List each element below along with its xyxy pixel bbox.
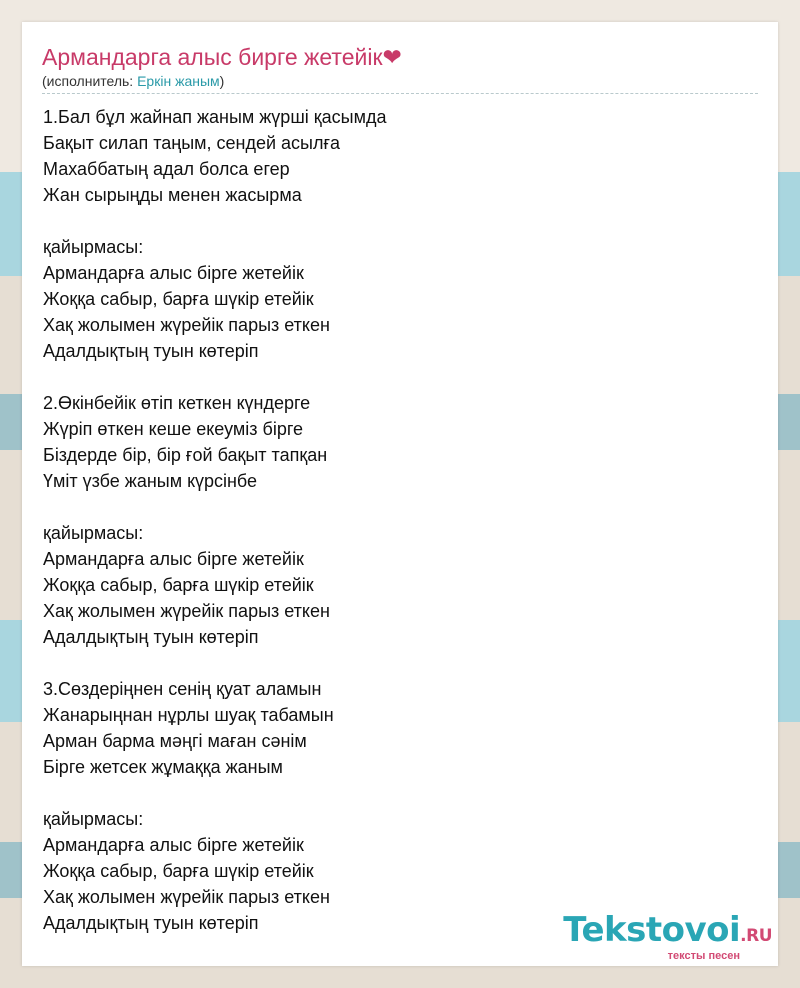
song-title xyxy=(42,42,758,72)
performer-line xyxy=(42,72,758,90)
song-title-text: Армандарга алыс бирге жетейік xyxy=(42,44,383,70)
performer-link[interactable]: Еркін жаным xyxy=(137,73,220,89)
site-logo[interactable] xyxy=(563,912,772,962)
lyrics-text: 1.Бал бұл жайнап жаным жүрші қасымда Бақыт силап таңым, сендей асылға Махаббатың адал болса егер Жан сырыңды менен жасырма қайырмасы: Армандарға алыс бірге жетейік Жоққа сабыр, барға шүкір етейік Хақ жолымен жүрейік парыз еткен Адалдықтың туын көтеріп 2.Өкінбейік өтіп кеткен күндерге Жүріп өткен кеше екеуміз бірге Біздерде бір, бір ғой бақыт тапқан Үміт үзбе жаным күрсінбе қайырмасы: Армандарға алыс бірге жетейік Жоққа сабыр, барға шүкір етейік Хақ жолымен жүрейік парыз еткен Адалдықтың туын көтеріп 3.Сөздеріңнен сенің қуат аламын Жанарыңнан нұрлы шуақ табамын Арман барма мәңгі маған сәнім Бірге жетсек жұмаққа жаным қайырмасы: Армандарға алыс бірге жетейік Жоққа сабыр, барға шүкір етейік Хақ жолымен жүрейік парыз еткен Адалдықтың туын көтеріп xyxy=(43,107,387,933)
performer-suffix: ) xyxy=(219,73,225,89)
logo-tagline: тексты песен xyxy=(667,950,740,962)
lyrics-card xyxy=(22,22,778,966)
performer-prefix: (исполнитель: xyxy=(42,73,138,89)
logo-main-text: Tekstovoi xyxy=(563,910,741,950)
heart-icon: ❤ xyxy=(382,44,402,70)
logo-domain: .RU xyxy=(740,926,772,946)
song-header xyxy=(42,42,758,94)
logo-wordmark xyxy=(563,912,772,954)
